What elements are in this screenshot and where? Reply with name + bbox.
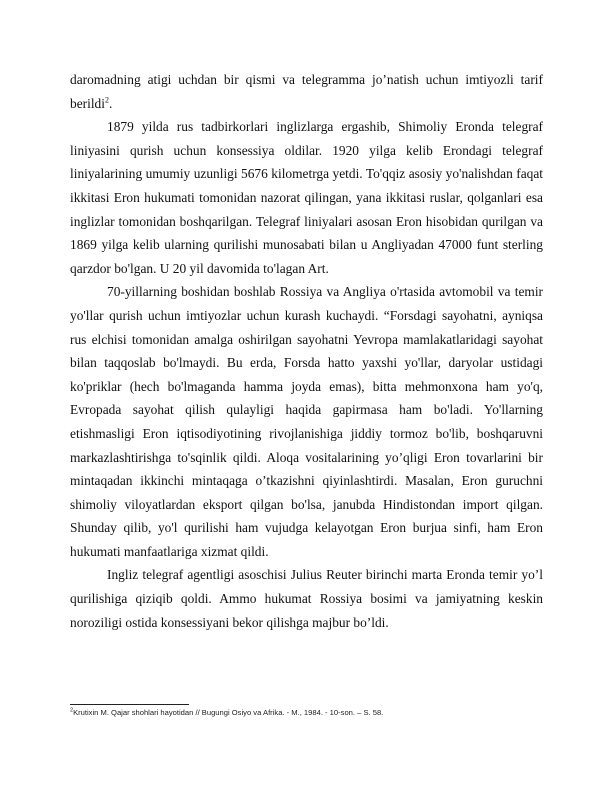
footnote-text: Krutixin M. Qajar shohlari hayotidan // Bugungi Osiyo va Afrika. - M., 1984. - 10-son. – S. 58.: [73, 708, 384, 717]
paragraph-1-text: daromadning atigi uchdan bir qismi va telegramma jo’natish uchun imtiyozli tarif berildi: [70, 72, 543, 111]
footnote: [70, 708, 543, 718]
paragraph-3: 70-yillarning boshidan boshlab Rossiya va Angliya o'rtasida avtomobil va temir yo'llar qurish uchun imtiyozlar uchun kurash kuchaydi. “Forsdagi sayohatni, ayniqsa rus elchisi tomonidan amalga oshirilgan sayohatni Yevropa mamlakatlaridagi sayohat bilan taqqoslab bo'lmaydi. Bu erda, Forsda hatto yaxshi yo'llar, daryolar ustidagi ko'priklar (hech bo'lmaganda hamma joyda emas), bitta mehmonxona ham yo'q, Evropada sayohat qilish qulayligi haqida gapirmasa ham bo'ladi. Yo'llarning etishmasligi Eron iqtisodiyotining rivojlanishiga jiddiy tormoz bo'lib, boshqaruvni markazlashtirishga to'sqinlik qildi. Aloqa vositalarining yo’qligi Eron tovarlarini bir mintaqadan ikkinchi mintaqaga o’tkazishni qiyinlashtirdi. Masalan, Eron guruchni shimoliy viloyatlardan eksport qilgan bo'lsa, janubda Hindistondan import qilgan. Shunday qilib, yo'l qurilishi ham vujudga kelayotgan Eron burjua sinfi, ham Eron hukumati manfaatlariga xizmat qildi.: [70, 284, 543, 559]
paragraph-4: Ingliz telegraf agentligi asoschisi Julius Reuter birinchi marta Eronda temir yo’l qurilishiga qiziqib qoldi. Ammo hukumat Rossiya bosimi va jamiyatning keskin noroziligi ostida konsessiyani bekor qilishga majbur bo’ldi.: [70, 567, 543, 630]
footnote-number: 2: [70, 707, 74, 714]
paragraph-1: [70, 68, 543, 115]
paragraph-2: 1879 yilda rus tadbirkorlari inglizlarga ergashib, Shimoliy Eronda telegraf liniyasini qurish uchun konsessiya oldilar. 1920 yilga kelib Erondagi telegraf liniyalarining umumiy uzunligi 5676 kilometrga yetdi. To'qqiz asosiy yo'nalishdan faqat ikkitasi Eron hukumati tomonidan nazorat qilingan, yana ikkitasi ruslar, qolganlari esa inglizlar tomonidan boshqarilgan. Telegraf liniyalari asosan Eron hisobidan qurilgan va 1869 yilga kelib ularning qurilishi munosabati bilan u Angliyadan 47000 funt sterling qarzdor bo'lgan. U 20 yil davomida to'lagan Art.: [70, 119, 543, 276]
document-body: [70, 68, 543, 634]
paragraph-1-end: .: [108, 95, 113, 111]
footnote-separator: [70, 704, 189, 705]
footnote-reference[interactable]: 2: [104, 95, 109, 105]
